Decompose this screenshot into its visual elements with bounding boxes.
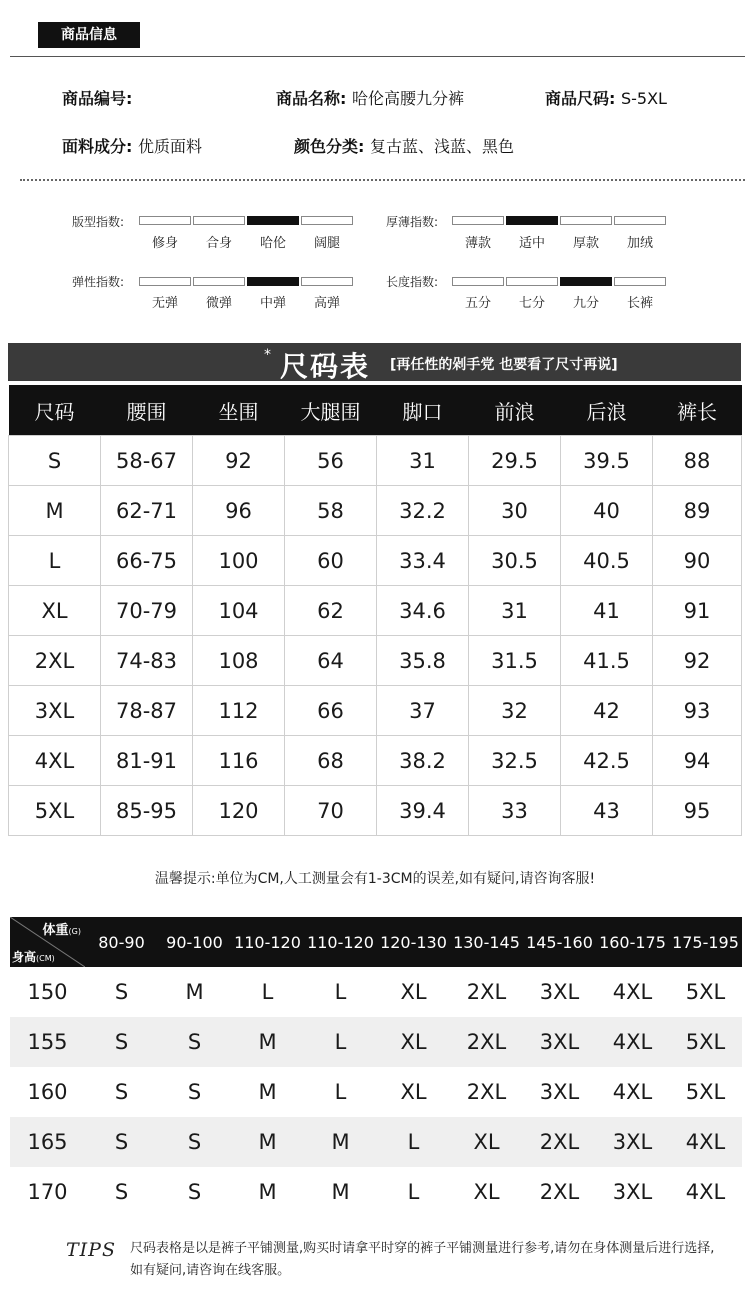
size-chart-cell: 70-79 (101, 586, 193, 636)
product-code-field (62, 86, 132, 109)
size-chart-cell: 39.5 (561, 436, 653, 486)
weight-range-header: 110-120 (231, 917, 304, 967)
size-chart-banner (8, 343, 741, 381)
recommendation-row (10, 1167, 742, 1217)
size-chart-cell: 93 (653, 686, 742, 736)
recommended-size-cell: 2XL (466, 1080, 507, 1104)
recommended-size-cell: 4XL (669, 1117, 742, 1167)
recommended-size-cell: S (114, 980, 129, 1004)
index-bar (506, 277, 558, 286)
recommended-size-cell: L (377, 1117, 450, 1167)
index-bar (301, 216, 353, 225)
recommended-size-cell: 4XL (685, 1180, 726, 1204)
index-option-label: 加绒 (626, 236, 653, 251)
size-chart-cell: 120 (193, 786, 285, 836)
recommended-size-cell: 2XL (466, 980, 507, 1004)
size-chart-header-cell: 后浪 (561, 385, 653, 436)
size-chart-row (9, 636, 742, 686)
index-option-label: 九分 (572, 296, 599, 311)
weight-range-header: 175-195 (669, 917, 742, 967)
weight-range-header: 120-130 (377, 917, 450, 967)
color-value: 复古蓝、浅蓝、黑色 (369, 137, 514, 156)
size-chart-cell: 30.5 (469, 536, 561, 586)
index-option-label: 无弹 (151, 296, 178, 311)
size-chart-cell: 116 (193, 736, 285, 786)
size-chart-row (9, 686, 742, 736)
size-chart-header-cell: 腰围 (101, 385, 193, 436)
size-chart-cell: 42.5 (561, 736, 653, 786)
size-chart-header-cell: 脚口 (377, 385, 469, 436)
size-chart-header-cell: 前浪 (469, 385, 561, 436)
recommended-size-cell: 3XL (523, 1017, 596, 1067)
size-chart-header-cell: 大腿围 (285, 385, 377, 436)
index-label: 长度指数: (386, 275, 439, 289)
weight-axis-label: 体重(G) (42, 923, 81, 938)
recommended-size-cell: M (331, 1180, 350, 1204)
index-bar (614, 277, 666, 286)
size-chart-cell: S (9, 436, 101, 486)
size-chart-cell: 41 (561, 586, 653, 636)
product-size-value: S-5XL (620, 89, 667, 108)
product-name-value: 哈伦高腰九分裤 (351, 89, 464, 108)
index-option-label: 阔腿 (313, 236, 340, 251)
recommended-size-cell: S (187, 1180, 202, 1204)
size-chart-cell: 2XL (9, 636, 101, 686)
index-option-label: 五分 (464, 296, 491, 311)
size-chart-cell: 58 (285, 486, 377, 536)
index-bar (452, 277, 504, 286)
recommended-size-cell: XL (400, 1080, 427, 1104)
recommended-size-cell: 2XL (450, 1017, 523, 1067)
tips-heading: TIPS (66, 1239, 116, 1261)
index-option-label: 中弹 (259, 296, 286, 311)
weight-header-row (10, 917, 742, 967)
index-option-label: 合身 (205, 236, 232, 251)
index-bar-selected (506, 216, 558, 225)
recommended-size-cell: 5XL (669, 1017, 742, 1067)
size-chart-cell: 38.2 (377, 736, 469, 786)
index-bar (139, 277, 191, 286)
sparkle-icon: * (264, 347, 271, 363)
index-bar (193, 277, 245, 286)
size-chart-cell: 43 (561, 786, 653, 836)
recommended-size-cell: S (114, 1080, 129, 1104)
size-chart-header-cell: 裤长 (653, 385, 742, 436)
size-chart-cell: L (9, 536, 101, 586)
index-option-label: 厚款 (572, 236, 599, 251)
recommended-size-cell: 5XL (685, 980, 726, 1004)
size-chart-cell: 90 (653, 536, 742, 586)
size-chart-cell: 70 (285, 786, 377, 836)
size-chart-row (9, 736, 742, 786)
size-chart-row (9, 786, 742, 836)
product-code-label: 商品编号: (62, 89, 133, 108)
index-option-label: 长裤 (626, 296, 653, 311)
index-bar (193, 216, 245, 225)
recommended-size-cell: 2XL (523, 1117, 596, 1167)
height-value: 150 (27, 980, 68, 1004)
recommended-size-cell: L (304, 1017, 377, 1067)
size-chart-header-row (9, 385, 742, 436)
size-chart-cell: M (9, 486, 101, 536)
index-bar (139, 216, 191, 225)
recommended-size-cell: XL (377, 1017, 450, 1067)
tips-text: 尺码表格是以是裤子平铺测量,购买时请拿平时穿的裤子平铺测量进行参考,请勿在身体测量后进行选择,如有疑问,请咨询在线客服。 (130, 1241, 715, 1278)
size-chart-cell: 96 (193, 486, 285, 536)
recommended-size-cell: M (258, 1180, 277, 1204)
size-chart-cell: XL (9, 586, 101, 636)
index-option-label: 微弹 (205, 296, 232, 311)
index-option-label: 高弹 (313, 296, 340, 311)
recommended-size-cell: M (231, 1117, 304, 1167)
size-chart-row (9, 536, 742, 586)
size-chart-cell: 91 (653, 586, 742, 636)
size-chart-subtitle: [再任性的剁手党 也要看了尺寸再说] (390, 357, 618, 373)
size-chart-cell: 62-71 (101, 486, 193, 536)
height-value: 165 (10, 1117, 85, 1167)
size-chart-cell: 33.4 (377, 536, 469, 586)
size-chart-cell: 33 (469, 786, 561, 836)
recommended-size-cell: S (158, 1117, 231, 1167)
recommended-size-cell: XL (400, 980, 427, 1004)
recommendation-row (10, 967, 742, 1017)
index-label: 版型指数: (72, 215, 125, 229)
size-chart-cell: 37 (377, 686, 469, 736)
index-option-label: 修身 (151, 236, 178, 251)
color-field (294, 134, 514, 157)
recommendation-row (10, 1067, 742, 1117)
recommended-size-cell: XL (473, 1180, 500, 1204)
size-chart-cell: 92 (653, 636, 742, 686)
size-chart-cell: 29.5 (469, 436, 561, 486)
size-chart-header-cell: 尺码 (9, 385, 101, 436)
product-name-label: 商品名称: (276, 89, 347, 108)
index-option-label: 适中 (518, 236, 545, 251)
size-chart-cell: 60 (285, 536, 377, 586)
size-chart-cell: 95 (653, 786, 742, 836)
size-chart-row (9, 436, 742, 486)
recommended-size-cell: 4XL (612, 980, 653, 1004)
size-chart-title: 尺码表 (280, 350, 371, 383)
height-value: 160 (27, 1080, 68, 1104)
size-chart-cell: 4XL (9, 736, 101, 786)
size-chart-cell: 30 (469, 486, 561, 536)
index-label: 厚薄指数: (386, 215, 439, 229)
size-chart-cell: 66 (285, 686, 377, 736)
product-size-field (545, 86, 667, 109)
recommended-size-cell: S (187, 1080, 202, 1104)
index-bar-selected (247, 216, 299, 225)
size-chart-cell: 32.5 (469, 736, 561, 786)
index-bar (614, 216, 666, 225)
recommended-size-cell: S (158, 1017, 231, 1067)
weight-range-header: 110-120 (304, 917, 377, 967)
size-chart-cell: 104 (193, 586, 285, 636)
recommended-size-cell: 2XL (539, 1180, 580, 1204)
recommended-size-cell: L (407, 1180, 420, 1204)
recommended-size-cell: 4XL (596, 1017, 669, 1067)
size-chart-row (9, 486, 742, 536)
size-chart-cell: 92 (193, 436, 285, 486)
size-chart-cell: 100 (193, 536, 285, 586)
recommended-size-cell: XL (450, 1117, 523, 1167)
size-chart-cell: 32 (469, 686, 561, 736)
size-chart-cell: 42 (561, 686, 653, 736)
weight-range-header: 130-145 (450, 917, 523, 967)
recommended-size-cell: 3XL (612, 1180, 653, 1204)
measurement-tip: 温馨提示:单位为CM,人工测量会有1-3CM的误差,如有疑问,请咨询客服! (154, 871, 596, 887)
recommended-size-cell: 3XL (539, 1080, 580, 1104)
size-chart-cell: 40.5 (561, 536, 653, 586)
recommended-size-cell: M (231, 1017, 304, 1067)
recommended-size-cell: M (185, 980, 204, 1004)
color-label: 颜色分类: (294, 137, 365, 156)
recommendation-row (10, 1117, 742, 1167)
size-chart-cell: 56 (285, 436, 377, 486)
size-chart-cell: 74-83 (101, 636, 193, 686)
recommended-size-cell: L (334, 980, 347, 1004)
height-value: 170 (27, 1180, 68, 1204)
recommendation-row (10, 1017, 742, 1067)
size-chart-cell: 31 (377, 436, 469, 486)
size-chart-cell: 39.4 (377, 786, 469, 836)
recommended-size-cell: 4XL (612, 1080, 653, 1104)
weight-range-header: 90-100 (158, 917, 231, 967)
size-chart-cell: 66-75 (101, 536, 193, 586)
size-chart-cell: 32.2 (377, 486, 469, 536)
section-divider (10, 56, 745, 57)
size-chart-cell: 68 (285, 736, 377, 786)
index-label: 弹性指数: (72, 275, 125, 289)
size-chart-cell: 58-67 (101, 436, 193, 486)
recommended-size-cell: M (304, 1117, 377, 1167)
index-option-label: 七分 (518, 296, 545, 311)
size-chart-cell: 34.6 (377, 586, 469, 636)
size-chart-cell: 64 (285, 636, 377, 686)
fabric-label: 面料成分: (62, 137, 133, 156)
index-bar-selected (247, 277, 299, 286)
size-chart-cell: 35.8 (377, 636, 469, 686)
size-chart-cell: 78-87 (101, 686, 193, 736)
recommended-size-cell: 3XL (539, 980, 580, 1004)
size-chart-row (9, 586, 742, 636)
index-bar-selected (560, 277, 612, 286)
size-chart-cell: 41.5 (561, 636, 653, 686)
index-bar (301, 277, 353, 286)
size-chart-cell: 5XL (9, 786, 101, 836)
height-axis-label: 身高(CM) (12, 950, 55, 964)
size-chart-cell: 81-91 (101, 736, 193, 786)
weight-height-corner (10, 917, 85, 967)
size-chart-cell: 85-95 (101, 786, 193, 836)
height-value: 155 (10, 1017, 85, 1067)
dotted-divider (20, 179, 745, 181)
recommended-size-cell: M (258, 1080, 277, 1104)
size-chart-cell: 31 (469, 586, 561, 636)
index-bar (560, 216, 612, 225)
recommended-size-cell: L (261, 980, 274, 1004)
size-recommendation-table (10, 917, 742, 1217)
size-chart-cell: 88 (653, 436, 742, 486)
recommended-size-cell: S (114, 1180, 129, 1204)
recommended-size-cell: 5XL (685, 1080, 726, 1104)
product-info-tag: 商品信息 (38, 22, 140, 48)
index-bar (452, 216, 504, 225)
fabric-field (62, 134, 202, 157)
size-chart-cell: 108 (193, 636, 285, 686)
size-chart-cell: 89 (653, 486, 742, 536)
recommended-size-cell: S (85, 1017, 158, 1067)
size-chart-cell: 3XL (9, 686, 101, 736)
index-option-label: 薄款 (464, 236, 491, 251)
size-chart-cell: 62 (285, 586, 377, 636)
size-chart-table (8, 385, 742, 836)
size-chart-cell: 94 (653, 736, 742, 786)
size-chart-header-cell: 坐围 (193, 385, 285, 436)
size-chart-cell: 40 (561, 486, 653, 536)
size-chart-cell: 31.5 (469, 636, 561, 686)
recommended-size-cell: 3XL (596, 1117, 669, 1167)
product-size-label: 商品尺码: (545, 89, 616, 108)
weight-range-header: 80-90 (85, 917, 158, 967)
weight-range-header: 145-160 (523, 917, 596, 967)
size-chart-cell: 112 (193, 686, 285, 736)
recommended-size-cell: S (85, 1117, 158, 1167)
index-option-label: 哈伦 (259, 236, 286, 251)
product-name-field (276, 86, 464, 109)
recommended-size-cell: L (334, 1080, 347, 1104)
weight-range-header: 160-175 (596, 917, 669, 967)
fabric-value: 优质面料 (137, 137, 202, 156)
